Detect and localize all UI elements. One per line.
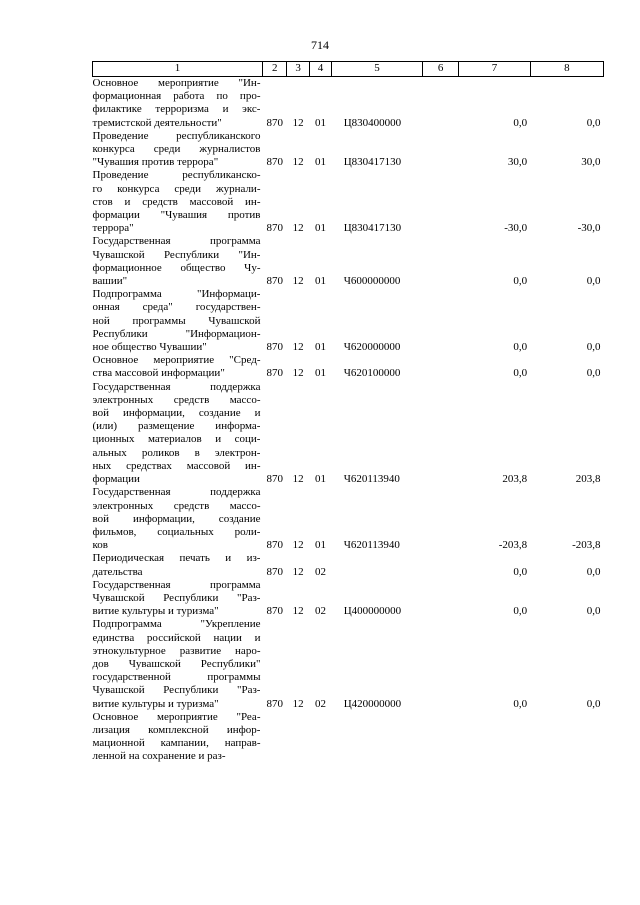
target-article-cell — [332, 552, 423, 578]
description-line: Подпрограмма "Укрепление — [92, 618, 261, 631]
description-line: го конкурса среди журнали- — [92, 182, 261, 195]
amount-2023-cell: 0,0 — [513, 341, 528, 354]
ministry-code-cell: 870 — [266, 156, 283, 169]
description-line: филактике терроризма и экс- — [92, 103, 261, 116]
table-row — [93, 130, 604, 170]
description-line: ленной на сохранение и раз- — [92, 750, 226, 763]
row-description — [93, 169, 263, 235]
expense-type-cell — [422, 711, 459, 764]
description-line: стов и средств массовой ин- — [92, 195, 261, 208]
target-article-cell: Ц830417130 — [343, 222, 402, 235]
ministry-code-cell: 870 — [266, 367, 283, 380]
description-line: электронных средств массо- — [92, 393, 261, 406]
section-code-cell: 12 — [292, 539, 304, 552]
column-header-4: 4 — [309, 62, 331, 77]
description-line: Проведение республиканского — [92, 129, 261, 142]
description-line: мационной кампании, направ- — [92, 737, 261, 750]
description-line: (или) размещение информа- — [92, 420, 261, 433]
section-code-cell: 12 — [292, 341, 304, 354]
row-description — [93, 711, 263, 764]
description-line: дательства — [92, 565, 143, 578]
subsection-code-cell: 01 — [314, 341, 326, 354]
description-line: ной программы Чувашской — [92, 314, 261, 327]
section-code-cell: 12 — [292, 565, 304, 578]
ministry-code-cell: 870 — [266, 116, 283, 129]
section-code-cell: 12 — [292, 275, 304, 288]
ministry-code-cell: 870 — [266, 473, 283, 486]
section-code-cell — [287, 711, 309, 764]
description-line: дов Чувашской Республики" — [92, 657, 261, 670]
description-line: формации "Чувашия против — [92, 209, 261, 222]
target-article-cell: Ч620000000 — [343, 341, 401, 354]
amount-2024-cell: 0,0 — [586, 116, 601, 129]
column-header-8: 8 — [530, 62, 603, 77]
description-line: ционных материалов и соци- — [92, 433, 261, 446]
column-number-header-row — [93, 62, 604, 77]
description-line: террора" — [92, 222, 134, 235]
table-row — [93, 381, 604, 487]
description-line: Государственная поддержка — [92, 380, 261, 393]
description-line: витие культуры и туризма" — [92, 605, 219, 618]
row-description — [93, 579, 263, 619]
row-description — [93, 130, 263, 170]
expense-type-cell — [422, 354, 459, 380]
row-description — [93, 381, 263, 487]
amount-2024-cell: -203,8 — [572, 539, 601, 552]
subsection-code-cell: 01 — [314, 275, 326, 288]
description-line: лизация комплексной инфор- — [92, 723, 261, 736]
amount-2024-cell: 30,0 — [581, 156, 601, 169]
subsection-code-cell: 01 — [314, 116, 326, 129]
ministry-code-cell: 870 — [266, 341, 283, 354]
amount-2023-cell: 30,0 — [507, 156, 528, 169]
amount-2023-cell: 0,0 — [513, 565, 528, 578]
description-line: единства российской нации и — [92, 631, 261, 644]
row-description — [93, 618, 263, 710]
column-header-5: 5 — [332, 62, 423, 77]
section-code-cell: 12 — [292, 116, 304, 129]
description-line: онная среда" государствен- — [92, 301, 261, 314]
ministry-code-cell: 870 — [266, 605, 283, 618]
description-line: Проведение республиканско- — [92, 169, 261, 182]
description-line: этнокультурное развитие наро- — [92, 644, 261, 657]
budget-table — [92, 61, 604, 764]
amount-2023-cell — [459, 711, 530, 764]
amount-2024-cell: 0,0 — [586, 341, 601, 354]
table-body — [93, 77, 604, 764]
target-article-cell: Ц830417130 — [343, 156, 402, 169]
expense-type-cell — [422, 579, 459, 619]
description-line: ков — [92, 539, 108, 552]
description-line: Государственная программа — [92, 578, 261, 591]
expense-type-cell — [422, 618, 459, 710]
amount-2023-cell: -30,0 — [504, 222, 528, 235]
table-row — [93, 579, 604, 619]
description-line: витие культуры и туризма" — [92, 697, 219, 710]
amount-2024-cell: 203,8 — [575, 473, 601, 486]
amount-2024-cell: 0,0 — [586, 605, 601, 618]
column-header-3: 3 — [287, 62, 309, 77]
ministry-code-cell: 870 — [266, 222, 283, 235]
section-code-cell: 12 — [292, 156, 304, 169]
row-description — [93, 235, 263, 288]
description-line: Подпрограмма "Информаци- — [92, 288, 261, 301]
amount-2023-cell: 0,0 — [513, 697, 528, 710]
target-article-cell — [332, 711, 423, 764]
description-line: тремистской деятельности" — [92, 116, 222, 129]
target-article-cell: Ц400000000 — [343, 605, 402, 618]
table-row — [93, 618, 604, 710]
description-line: Основное мероприятие "Сред- — [92, 354, 261, 367]
section-code-cell: 12 — [292, 605, 304, 618]
target-article-cell: Ц420000000 — [343, 697, 402, 710]
row-description — [93, 77, 263, 130]
description-line: электронных средств массо- — [92, 499, 261, 512]
ministry-code-cell: 870 — [266, 565, 283, 578]
table-row — [93, 354, 604, 380]
expense-type-cell — [422, 169, 459, 235]
subsection-code-cell: 02 — [314, 605, 326, 618]
ministry-code-cell: 870 — [266, 697, 283, 710]
expense-type-cell — [422, 381, 459, 487]
description-line: вой информации, создание и — [92, 407, 261, 420]
table-row — [93, 711, 604, 764]
subsection-code-cell: 01 — [314, 156, 326, 169]
expense-type-cell — [422, 552, 459, 578]
description-line: альных роликов в электрон- — [92, 446, 261, 459]
description-line: "Чувашия против террора" — [92, 156, 219, 169]
table-row — [93, 552, 604, 578]
section-code-cell: 12 — [292, 367, 304, 380]
amount-2023-cell: 0,0 — [513, 605, 528, 618]
table-row — [93, 77, 604, 130]
amount-2024-cell: -30,0 — [577, 222, 601, 235]
expense-type-cell — [422, 235, 459, 288]
section-code-cell: 12 — [292, 222, 304, 235]
page-number: 714 — [311, 38, 329, 52]
ministry-code-cell: 870 — [266, 539, 283, 552]
description-line: Основное мероприятие "Реа- — [92, 710, 261, 723]
amount-2024-cell: 0,0 — [586, 275, 601, 288]
description-line: ства массовой информации" — [92, 367, 225, 380]
expense-type-cell — [422, 77, 459, 130]
row-description — [93, 288, 263, 354]
subsection-code-cell: 01 — [314, 222, 326, 235]
subsection-code-cell: 02 — [314, 565, 326, 578]
column-header-1: 1 — [93, 62, 263, 77]
column-header-6: 6 — [422, 62, 459, 77]
expense-type-cell — [422, 130, 459, 170]
expense-type-cell — [422, 486, 459, 552]
target-article-cell: Ч600000000 — [343, 275, 401, 288]
row-description — [93, 486, 263, 552]
description-line: вой информации, создание — [92, 512, 261, 525]
amount-2023-cell: 0,0 — [513, 275, 528, 288]
subsection-code-cell: 01 — [314, 367, 326, 380]
amount-2024-cell: 0,0 — [586, 367, 601, 380]
column-header-2: 2 — [262, 62, 286, 77]
description-line: государственной программы — [92, 671, 261, 684]
amount-2023-cell: 203,8 — [502, 473, 528, 486]
description-line: формационное общество Чу- — [92, 261, 261, 274]
target-article-cell: Ч620100000 — [343, 367, 401, 380]
subsection-code-cell — [309, 711, 331, 764]
description-line: формации — [92, 473, 140, 486]
description-line: Основное мероприятие "Ин- — [92, 77, 261, 89]
row-description — [93, 354, 263, 380]
description-line: конкурса среди журналистов — [92, 143, 261, 156]
table-row — [93, 235, 604, 288]
description-line: ных средствах массовой ин- — [92, 459, 261, 472]
amount-2024-cell: 0,0 — [586, 697, 601, 710]
section-code-cell: 12 — [292, 473, 304, 486]
amount-2023-cell: -203,8 — [498, 539, 528, 552]
expense-type-cell — [422, 288, 459, 354]
description-line: Республики "Информацион- — [92, 327, 261, 340]
target-article-cell: Ч620113940 — [343, 473, 400, 486]
subsection-code-cell: 02 — [314, 697, 326, 710]
ministry-code-cell — [262, 711, 286, 764]
description-line: Государственная программа — [92, 235, 261, 248]
description-line: Чувашской Республики "Раз- — [92, 684, 261, 697]
table-row — [93, 169, 604, 235]
description-line: фильмов, социальных роли- — [92, 525, 261, 538]
amount-2023-cell: 0,0 — [513, 367, 528, 380]
ministry-code-cell: 870 — [266, 275, 283, 288]
target-article-cell: Ц830400000 — [343, 116, 402, 129]
description-line: формационная работа по про- — [92, 90, 261, 103]
description-line: Государственная поддержка — [92, 486, 261, 499]
column-header-7: 7 — [459, 62, 530, 77]
table-row — [93, 288, 604, 354]
amount-2023-cell: 0,0 — [513, 116, 528, 129]
description-line: Чувашской Республики "Раз- — [92, 591, 261, 604]
section-code-cell: 12 — [292, 697, 304, 710]
description-line: Чувашской Республики "Ин- — [92, 248, 261, 261]
description-line: Периодическая печать и из- — [92, 552, 261, 565]
amount-2024-cell: 0,0 — [586, 565, 601, 578]
subsection-code-cell: 01 — [314, 473, 326, 486]
amount-2024-cell — [530, 711, 603, 764]
description-line: ное общество Чувашии" — [92, 341, 207, 354]
row-description — [93, 552, 263, 578]
description-line: вашии" — [92, 275, 128, 288]
table-row — [93, 486, 604, 552]
subsection-code-cell: 01 — [314, 539, 326, 552]
target-article-cell: Ч620113940 — [343, 539, 400, 552]
